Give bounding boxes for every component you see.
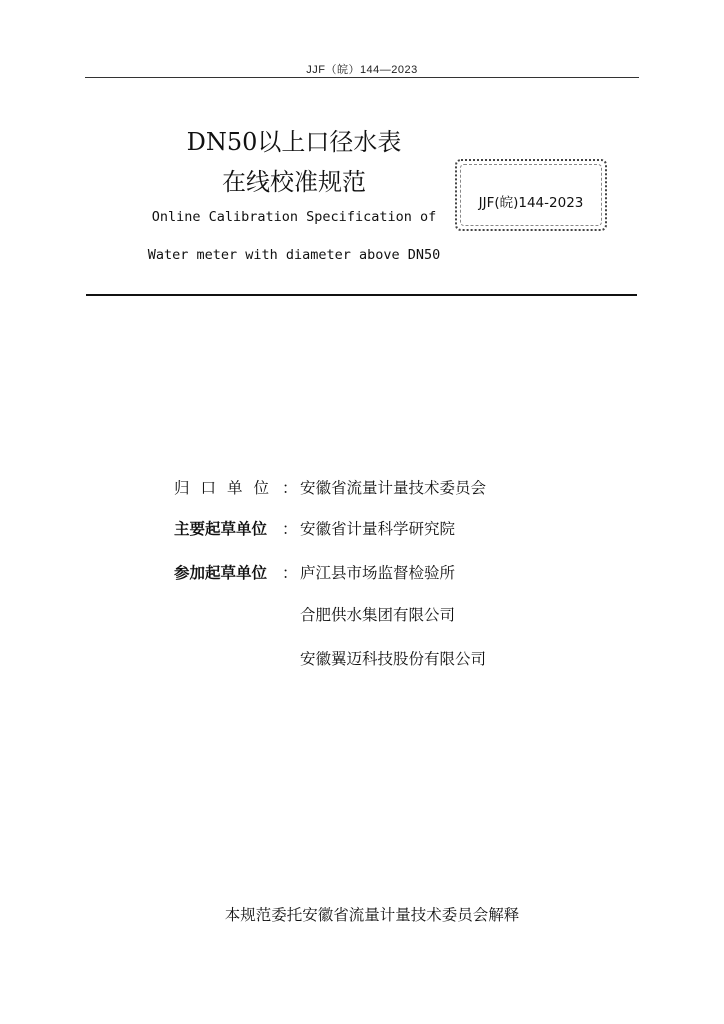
participating-drafter-value-3: 安徽翼迈科技股份有限公司 xyxy=(300,650,487,668)
participating-drafter-label: 参加起草单位 xyxy=(174,564,268,582)
specification-code-box xyxy=(455,159,607,231)
main-drafter-value: 安徽省计量科学研究院 xyxy=(300,520,456,538)
running-header: JJF（皖）144—2023 xyxy=(306,64,418,76)
main-drafter-label: 主要起草单位 xyxy=(174,520,268,538)
title-divider-rule xyxy=(86,294,637,296)
title-chinese-line-2: 在线校准规范 xyxy=(222,168,366,196)
participating-drafter-row xyxy=(0,647,724,671)
participating-drafter-value-2: 合肥供水集团有限公司 xyxy=(300,606,456,624)
interpretation-note: 本规范委托安徽省流量计量技术委员会解释 xyxy=(224,906,520,924)
colon: ： xyxy=(282,479,298,497)
header-rule xyxy=(85,77,639,78)
title-chinese-line-1: DN50以上口径水表 xyxy=(186,128,402,156)
participating-drafter-row xyxy=(0,561,724,585)
responsible-unit-value: 安徽省流量计量技术委员会 xyxy=(300,479,487,497)
responsible-unit-label: 归口单位 xyxy=(174,479,281,497)
title-english-line-2: Water meter with diameter above DN50 xyxy=(147,247,441,263)
responsible-unit-row xyxy=(0,476,724,500)
colon: ： xyxy=(282,520,298,538)
participating-drafter-row xyxy=(0,603,724,627)
participating-drafter-value-1: 庐江县市场监督检验所 xyxy=(300,564,456,582)
specification-code: JJF(皖)144-2023 xyxy=(478,195,584,211)
colon: ： xyxy=(282,564,298,582)
title-english-line-1: Online Calibration Specification of xyxy=(151,209,437,225)
main-drafter-row xyxy=(0,517,724,541)
